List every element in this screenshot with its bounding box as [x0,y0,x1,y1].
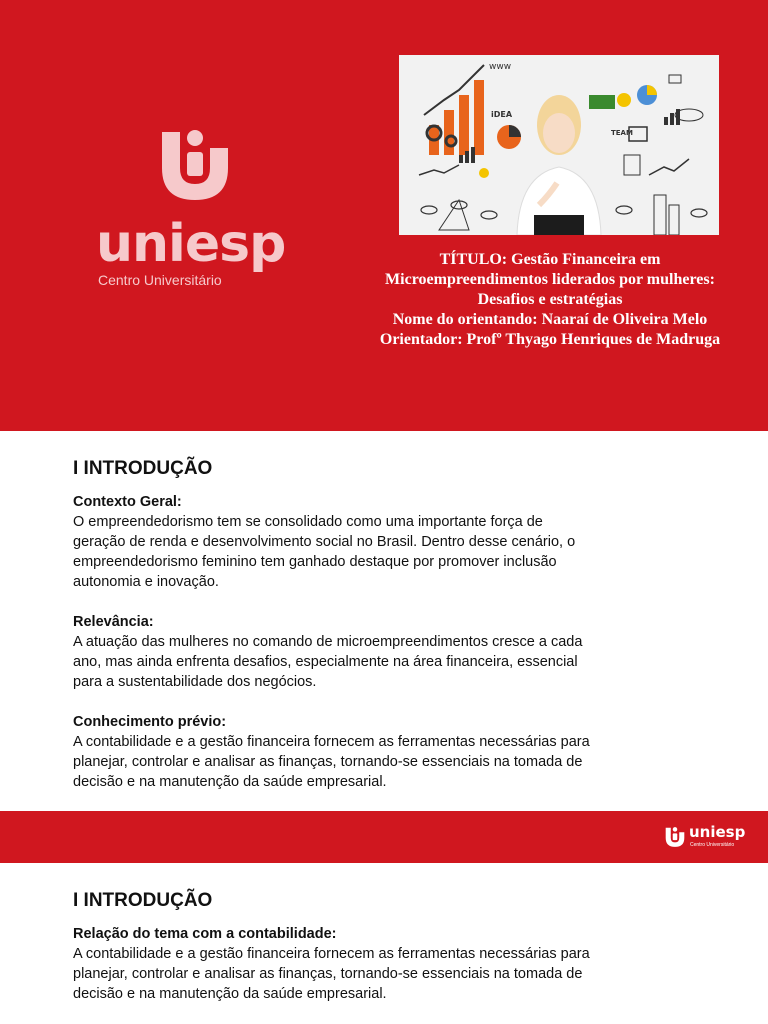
text-line: A atuação das mulheres no comando de microempreendimentos cresce a cada [73,634,583,650]
text-line: autonomia e inovação. [73,574,219,590]
uniesp-small-wordmark: uniesp [689,823,746,841]
title-line: Microempreendimentos liderados por mulheres: [385,271,715,288]
text-line: ano, mas ainda enfrenta desafios, especialmente na área financeira, essencial [73,654,578,670]
uniesp-logo [96,126,306,296]
uniesp-logo-mark-icon [156,126,234,204]
advisor-name: Orientador: Profº Thyago Henriques de Madruga [379,331,721,348]
uniesp-small-tagline: Centro Universitário [690,842,735,848]
www-label: www [489,62,512,72]
text-line: A contabilidade e a gestão financeira fornecem as ferramentas necessárias para [73,734,590,750]
text-line: empreendedorismo feminino tem ganhado destaque por promover inclusão [73,554,557,570]
slide-heading: I INTRODUÇÃO [73,458,213,479]
slide-footer-band [0,811,768,863]
section-paragraph [73,732,703,792]
presentation-title-block [340,250,760,350]
text-line: A contabilidade e a gestão financeira fornecem as ferramentas necessárias para [73,946,590,962]
title-line: TÍTULO: Gestão Financeira em [439,251,661,268]
title-slide [0,0,768,431]
introduction-slide [73,458,703,812]
team-label: TEAM [611,129,633,137]
section-title: Relevância: [73,614,154,630]
section-title: Relação do tema com a contabilidade: [73,926,337,942]
slide-heading: I INTRODUÇÃO [73,890,213,911]
uniesp-small-logo [664,824,744,854]
section-paragraph [73,944,703,1004]
uniesp-tagline: Centro Universitário [98,272,222,288]
student-name: Nome do orientando: Naaraí de Oliveira Melo [392,311,708,328]
text-line: geração de renda e desenvolvimento social no Brasil. Dentro desse cenário, o [73,534,576,550]
section-title: Conhecimento prévio: [73,714,227,730]
text-line: decisão e na manutenção da saúde empresarial. [73,986,387,1002]
text-line: planejar, controlar e analisar as finanças, tornando-se essenciais na tomada de [73,754,583,770]
section-title: Contexto Geral: [73,494,182,510]
section-paragraph [73,632,703,692]
text-line: decisão e na manutenção da saúde empresarial. [73,774,387,790]
text-line: para a sustentabilidade dos negócios. [73,674,317,690]
idea-label: iDEA [491,110,513,119]
title-line: Desafios e estratégias [477,291,623,308]
business-woman-illustration [399,55,719,235]
uniesp-small-logo-mark-icon [664,826,686,848]
text-line: O empreendedorismo tem se consolidado como uma importante força de [73,514,543,530]
introduction-slide-continued [73,890,703,1024]
uniesp-wordmark: uniesp [96,214,286,274]
section-paragraph [73,512,703,592]
text-line: planejar, controlar e analisar as finanças, tornando-se essenciais na tomada de [73,966,583,982]
